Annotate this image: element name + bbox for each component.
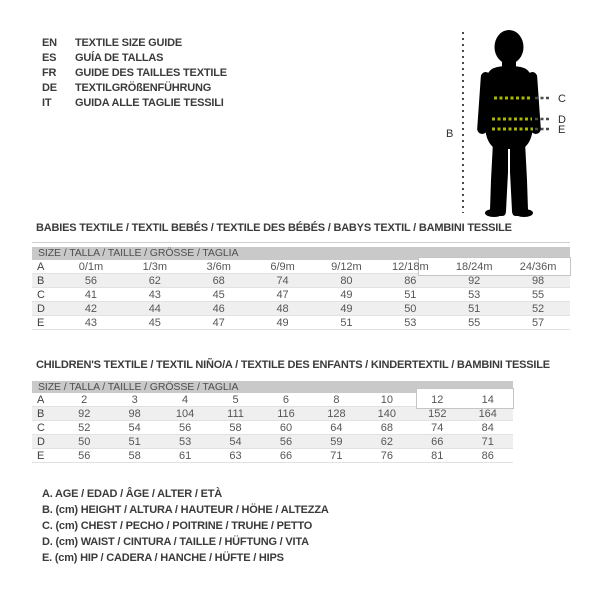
size-row-E <box>32 316 570 330</box>
size-cell: 0/1m <box>78 260 104 273</box>
babies-size-section <box>32 222 570 334</box>
divider <box>32 242 570 243</box>
row-label: D <box>37 302 45 315</box>
label-c-chest: C <box>558 93 566 105</box>
lang-code: EN <box>42 37 57 49</box>
size-cell: 47 <box>276 288 289 301</box>
size-cell: 53 <box>178 435 192 448</box>
lang-row-it <box>42 96 227 111</box>
size-cell: 81 <box>431 449 444 462</box>
lang-row-fr <box>42 66 227 81</box>
size-cell: 104 <box>175 407 195 420</box>
size-row-C <box>32 421 513 435</box>
size-cell: 47 <box>212 316 225 329</box>
child-silhouette-icon <box>438 12 598 222</box>
size-cell: 71 <box>330 449 343 462</box>
size-row-B <box>32 407 513 421</box>
size-cell: 80 <box>340 274 353 287</box>
lang-row-de <box>42 81 227 96</box>
size-cell: 42 <box>84 302 98 315</box>
size-row-C <box>32 288 570 302</box>
size-cell: 71 <box>481 435 494 448</box>
legend-height: B. (cm) HEIGHT / ALTURA / HAUTEUR / HÖHE / ALTEZZA <box>42 504 329 516</box>
size-cell: 86 <box>404 274 417 287</box>
size-cell: 55 <box>468 316 481 329</box>
row-label: B <box>37 407 45 420</box>
size-cell: 6/9m <box>270 260 295 273</box>
size-cell: 164 <box>478 407 497 420</box>
size-cell: 14 <box>481 393 494 406</box>
guide-title-fr: GUIDE DES TAILLES TEXTILE <box>75 67 227 79</box>
babies-size-header: SIZE / TALLA / TAILLE / GRÖSSE / TAGLIA <box>32 247 570 260</box>
legend-age: A. AGE / EDAD / ÂGE / ALTER / ETÀ <box>42 488 223 500</box>
size-cell: 63 <box>229 449 242 462</box>
size-cell: 152 <box>428 407 447 420</box>
size-cell: 68 <box>212 274 225 287</box>
children-size-table <box>32 393 513 463</box>
babies-section-heading: BABIES TEXTILE / TEXTIL BEBÉS / TEXTILE DES BÉBÉS / BABYS TEXTIL / BAMBINI TESSILE <box>36 222 512 234</box>
size-row-A <box>32 260 570 274</box>
row-label: E <box>37 449 45 462</box>
size-cell: 44 <box>148 302 161 315</box>
size-cell: 54 <box>229 435 242 448</box>
size-cell: 50 <box>404 302 417 315</box>
size-cell: 53 <box>468 288 481 301</box>
size-cell: 76 <box>380 449 393 462</box>
size-cell: 74 <box>276 274 289 287</box>
size-cell: 51 <box>340 316 353 329</box>
lang-code: IT <box>42 97 52 109</box>
size-cell: 45 <box>212 288 225 301</box>
size-cell: 12 <box>431 393 444 406</box>
lang-code: ES <box>42 52 57 64</box>
language-title-list <box>42 36 227 111</box>
size-cell: 59 <box>330 435 343 448</box>
row-label: C <box>37 421 45 434</box>
row-label: E <box>37 316 45 329</box>
guide-title-en: TEXTILE SIZE GUIDE <box>75 37 183 49</box>
size-cell: 68 <box>380 421 393 434</box>
size-cell: 86 <box>481 449 494 462</box>
size-row-D <box>32 435 513 449</box>
size-cell: 53 <box>404 316 417 329</box>
size-cell: 46 <box>212 302 225 315</box>
size-cell: 4 <box>182 393 189 406</box>
size-cell: 43 <box>148 288 161 301</box>
lang-row-es <box>42 51 227 66</box>
size-row-D <box>32 302 570 316</box>
size-cell: 2 <box>81 393 88 406</box>
size-cell: 52 <box>78 421 91 434</box>
size-cell: 58 <box>229 421 242 434</box>
silhouette-shape <box>477 30 541 217</box>
size-cell: 8 <box>333 393 340 406</box>
guide-title-it: GUIDA ALLE TAGLIE TESSILI <box>75 97 224 109</box>
size-cell: 49 <box>340 288 353 301</box>
size-cell: 12/18m <box>391 260 429 273</box>
size-cell: 51 <box>128 435 141 448</box>
row-label: A <box>37 393 45 406</box>
children-size-header: SIZE / TALLA / TAILLE / GRÖSSE / TAGLIA <box>32 381 513 393</box>
size-cell: 62 <box>148 274 161 287</box>
child-measurement-figure <box>438 12 598 222</box>
size-cell: 51 <box>404 288 417 301</box>
size-cell: 128 <box>327 407 346 420</box>
size-cell: 61 <box>178 449 192 462</box>
size-cell: 92 <box>78 407 91 420</box>
size-cell: 60 <box>279 421 293 434</box>
row-label: D <box>37 435 45 448</box>
size-cell: 54 <box>128 421 141 434</box>
label-d-waist: D <box>558 114 566 126</box>
lang-code: FR <box>42 67 57 79</box>
size-cell: 55 <box>531 288 545 301</box>
size-cell: 49 <box>340 302 353 315</box>
lang-row-en <box>42 36 227 51</box>
size-cell: 6 <box>282 393 290 406</box>
size-cell: 49 <box>276 316 289 329</box>
size-row-E <box>32 449 513 463</box>
size-cell: 41 <box>84 288 98 301</box>
size-cell: 98 <box>128 407 141 420</box>
size-cell: 56 <box>84 274 98 287</box>
size-cell: 9/12m <box>331 260 362 273</box>
size-cell: 3/6m <box>206 260 231 273</box>
size-cell: 1/3m <box>142 260 168 273</box>
size-cell: 57 <box>531 316 545 329</box>
size-cell: 10 <box>380 393 393 406</box>
legend-waist: D. (cm) WAIST / CINTURA / TAILLE / HÜFTUNG / VITA <box>42 536 309 548</box>
children-section-heading: CHILDREN'S TEXTILE / TEXTIL NIÑO/A / TEXTILE DES ENFANTS / KINDERTEXTIL / BAMBINI TESSILE <box>36 359 550 371</box>
size-cell: 111 <box>227 407 244 420</box>
row-label: B <box>37 274 45 287</box>
size-cell: 98 <box>531 274 545 287</box>
size-cell: 64 <box>330 421 343 434</box>
babies-size-table <box>32 260 570 330</box>
children-size-section <box>32 359 550 467</box>
row-label: A <box>37 260 45 273</box>
size-cell: 56 <box>279 435 293 448</box>
size-cell: 56 <box>178 421 192 434</box>
size-cell: 3 <box>131 393 138 406</box>
guide-title-es: GUÍA DE TALLAS <box>75 52 164 64</box>
size-cell: 74 <box>431 421 444 434</box>
size-cell: 56 <box>78 449 91 462</box>
size-cell: 24/36m <box>519 260 557 273</box>
size-row-B <box>32 274 570 288</box>
size-row-A <box>32 393 513 407</box>
guide-title-de: TEXTILGRÖßENFÜHRUNG <box>75 82 212 94</box>
size-cell: 116 <box>277 407 295 420</box>
size-cell: 45 <box>148 316 161 329</box>
size-cell: 52 <box>531 302 545 315</box>
size-cell: 140 <box>377 407 397 420</box>
size-cell: 48 <box>276 302 289 315</box>
legend-hip: E. (cm) HIP / CADERA / HANCHE / HÜFTE / HIPS <box>42 552 284 564</box>
size-cell: 50 <box>78 435 91 448</box>
size-cell: 43 <box>84 316 98 329</box>
size-cell: 58 <box>128 449 141 462</box>
lang-code: DE <box>42 82 57 94</box>
size-cell: 62 <box>380 435 393 448</box>
size-cell: 84 <box>481 421 494 434</box>
row-label: C <box>37 288 45 301</box>
size-cell: 51 <box>468 302 481 315</box>
size-cell: 66 <box>431 435 444 448</box>
measurement-legend <box>42 486 329 566</box>
size-cell: 92 <box>468 274 481 287</box>
label-e-hip: E <box>558 124 566 136</box>
legend-chest: C. (cm) CHEST / PECHO / POITRINE / TRUHE / PETTO <box>42 520 313 532</box>
size-cell: 18/24m <box>455 260 493 273</box>
label-b-height: B <box>446 128 454 140</box>
size-cell: 5 <box>232 393 239 406</box>
size-cell: 66 <box>279 449 293 462</box>
